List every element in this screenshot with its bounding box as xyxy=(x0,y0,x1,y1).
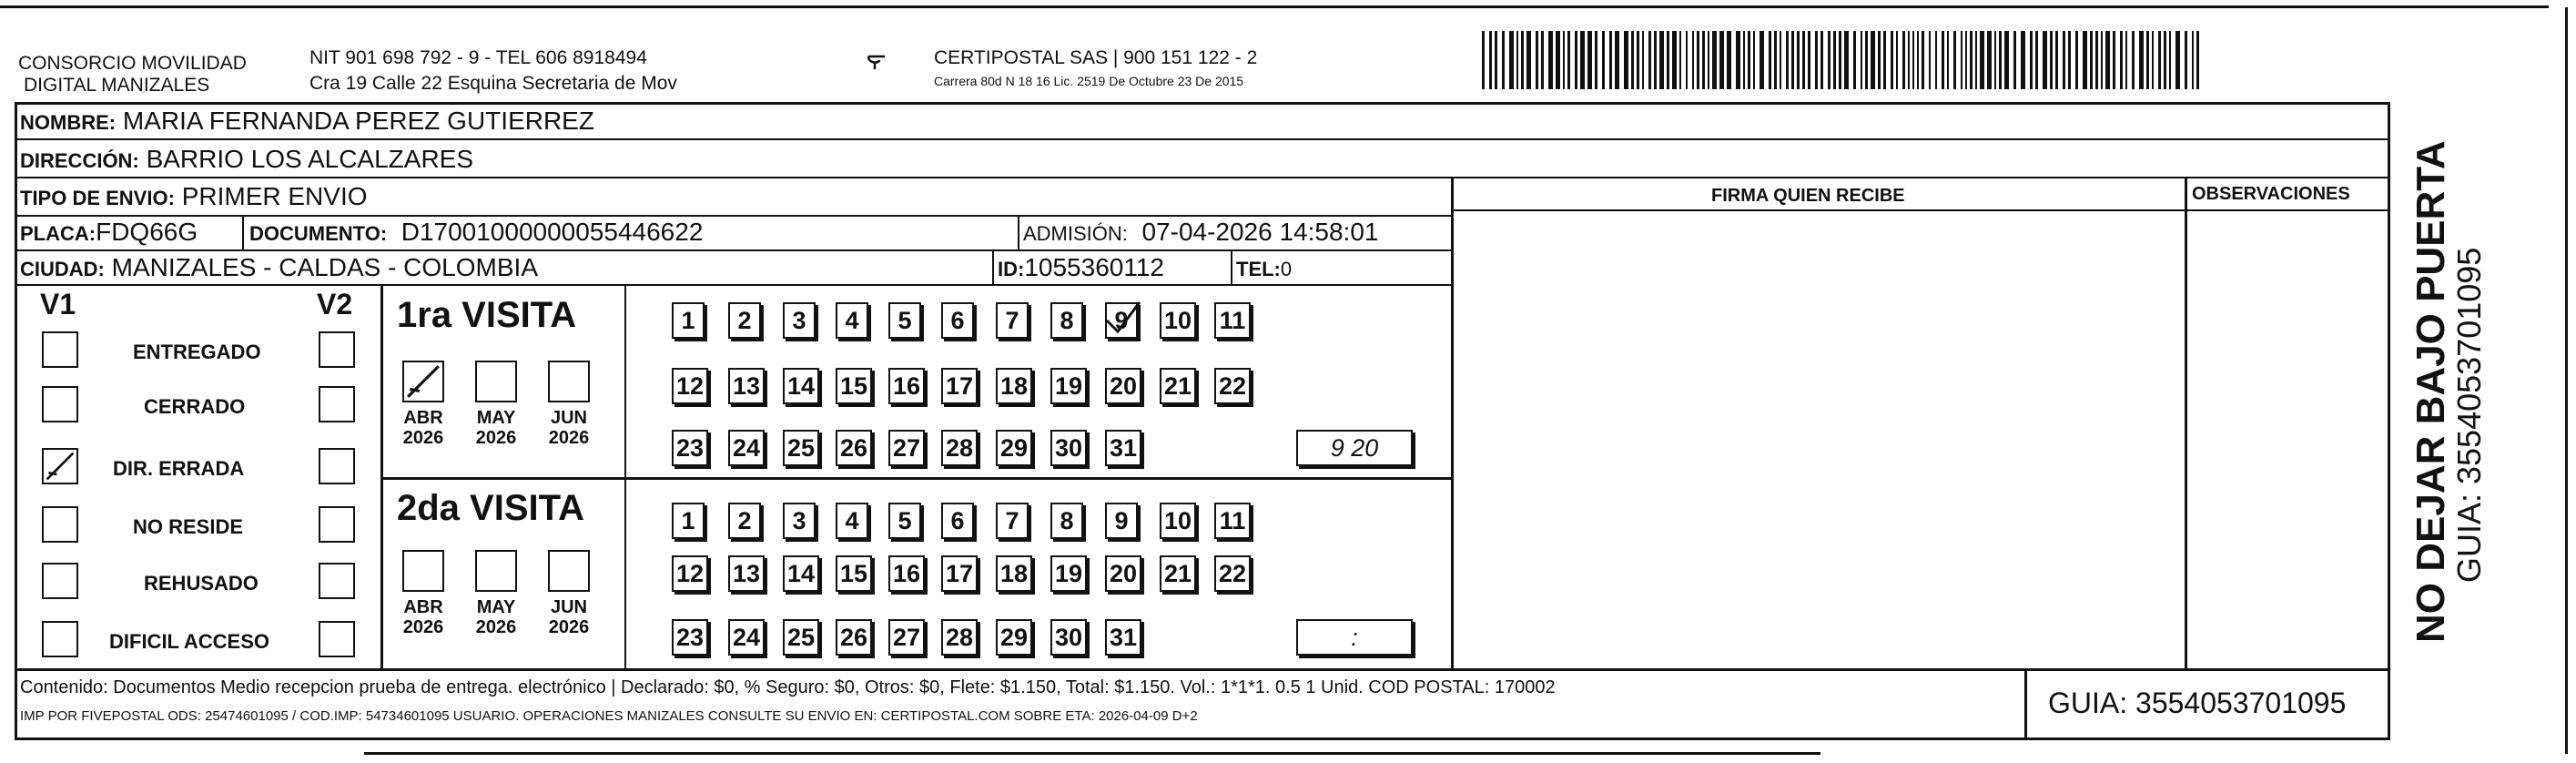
right-scan-edge xyxy=(2565,7,2568,754)
second-visit-title: 2da VISITA xyxy=(397,488,584,528)
day-box[interactable]: 27 xyxy=(888,619,925,656)
day-box[interactable]: 18 xyxy=(996,368,1032,404)
day-box[interactable]: 10 xyxy=(1160,302,1196,339)
day-box[interactable]: 20 xyxy=(1105,555,1141,592)
barcode-bar xyxy=(1942,31,1944,89)
ciudad-value: MANIZALES - CALDAS - COLOMBIA xyxy=(111,253,538,281)
form-left-border xyxy=(15,102,17,739)
barcode-bar xyxy=(1883,31,1886,89)
barcode-bar xyxy=(1516,31,1518,89)
day-box[interactable]: 30 xyxy=(1050,430,1087,466)
barcode-bar xyxy=(2175,31,2180,89)
barcode-bar xyxy=(1797,31,1800,89)
direccion-value: BARRIO LOS ALCALZARES xyxy=(146,145,474,173)
barcode-bar xyxy=(1953,31,1956,89)
day-box[interactable]: 2 xyxy=(728,302,761,339)
barcode-bar xyxy=(2013,31,2016,89)
day-box[interactable]: 15 xyxy=(836,368,872,404)
status-v2-checkbox[interactable] xyxy=(319,386,355,422)
day-box[interactable]: 14 xyxy=(783,368,819,404)
day-box[interactable]: 29 xyxy=(996,430,1032,466)
barcode-bar xyxy=(1489,31,1492,89)
barcode-bar xyxy=(1999,31,2002,89)
row-divider xyxy=(15,138,2390,140)
day-box[interactable]: 29 xyxy=(996,619,1032,656)
day-box[interactable]: 31 xyxy=(1105,430,1141,466)
observaciones-area[interactable] xyxy=(2187,211,2388,666)
status-v2-checkbox[interactable] xyxy=(319,563,355,599)
barcode-bar xyxy=(2075,31,2078,89)
status-v1-checkbox[interactable] xyxy=(42,386,78,422)
barcode-bar xyxy=(2158,31,2161,89)
day-box[interactable]: 31 xyxy=(1105,619,1141,656)
barcode-bar xyxy=(1642,31,1644,89)
month-checkbox[interactable] xyxy=(402,361,444,402)
barcode-bar xyxy=(1896,31,1898,89)
day-box[interactable]: 17 xyxy=(941,368,978,404)
nombre-value: MARIA FERNANDA PEREZ GUTIERREZ xyxy=(122,107,594,135)
barcode-bar xyxy=(2169,31,2171,89)
day-box[interactable]: 16 xyxy=(888,555,925,592)
signature-area[interactable] xyxy=(1454,211,2185,666)
barcode-bar xyxy=(2063,31,2065,89)
day-box[interactable]: 5 xyxy=(888,302,921,339)
day-box[interactable]: 2 xyxy=(728,503,761,539)
footer-imp: IMP POR FIVEPOSTAL ODS: 25474601095 / COD.IMP: 54734601095 USUARIO. OPERACIONES MANIZALES CONSULTE SU ENVIO EN: CERTIPOSTAL.COM SOBRE ETA: 2026-04-09 D+2 xyxy=(20,708,1198,724)
top-scan-edge xyxy=(0,5,2549,8)
barcode-bar xyxy=(1615,31,1619,89)
barcode-bar xyxy=(1509,31,1514,89)
ciudad-cell: CIUDAD: MANIZALES - CALDAS - COLOMBIA xyxy=(20,253,538,281)
barcode-bar xyxy=(2196,31,2199,89)
barcode-bar xyxy=(2132,31,2135,89)
barcode-bar xyxy=(1595,31,1597,89)
barcode-bar xyxy=(1891,31,1893,89)
barcode-bar xyxy=(1769,31,1771,89)
status-v1-checkbox[interactable] xyxy=(42,563,78,599)
day-box[interactable]: 23 xyxy=(672,619,708,656)
day-box[interactable]: 28 xyxy=(941,619,978,656)
barcode-bar xyxy=(2004,31,2009,89)
footer-guia: GUIA: 3554053701095 xyxy=(2048,687,2347,719)
barcode-bar xyxy=(1774,31,1777,89)
observaciones-header: OBSERVACIONES xyxy=(2192,184,2350,204)
barcode-bar xyxy=(1839,31,1841,89)
bottom-scan-edge xyxy=(364,752,1820,755)
barcode-bar xyxy=(2101,31,2103,89)
barcode-bar xyxy=(1502,31,1505,89)
barcode-bar xyxy=(1526,31,1531,89)
placa-cell: PLACA:FDQ66G xyxy=(20,218,198,246)
barcode-bar xyxy=(2030,31,2033,89)
day-box[interactable]: 17 xyxy=(941,555,978,592)
barcode-bar xyxy=(1667,31,1669,89)
barcode-bar xyxy=(1820,31,1823,89)
barcode-bar xyxy=(2068,31,2071,89)
day-box[interactable]: 5 xyxy=(888,503,921,539)
barcode-bar xyxy=(2120,31,2123,89)
barcode-bar xyxy=(1609,31,1612,89)
tipo-envio-row: TIPO DE ENVIO: PRIMER ENVIO xyxy=(20,182,368,210)
barcode-bar xyxy=(2164,31,2166,89)
footer-divider xyxy=(15,668,2390,671)
day-box[interactable]: 12 xyxy=(672,368,708,404)
day-box[interactable]: 18 xyxy=(996,555,1032,592)
barcode-bar xyxy=(1994,31,1996,89)
footer-guia-divider xyxy=(2024,668,2027,739)
day-box[interactable]: 7 xyxy=(996,503,1029,539)
day-box[interactable]: 6 xyxy=(941,503,974,539)
day-box[interactable]: 16 xyxy=(888,368,925,404)
cell-divider xyxy=(992,249,994,284)
tipo-envio-value: PRIMER ENVIO xyxy=(181,182,368,210)
row-divider xyxy=(15,215,1451,217)
barcode-bar xyxy=(1719,31,1724,89)
id-cell: ID:1055360112 xyxy=(998,253,1164,281)
first-visit-title: 1ra VISITA xyxy=(397,295,577,335)
barcode-bar xyxy=(1679,31,1681,89)
barcode-bar xyxy=(1760,31,1764,89)
barcode-bar xyxy=(1753,31,1755,89)
barcode-bar xyxy=(1708,31,1709,89)
company-name: CONSORCIO MOVILIDAD DIGITAL MANIZALES xyxy=(18,53,247,96)
day-box[interactable]: 15 xyxy=(836,555,872,592)
day-box[interactable]: 7 xyxy=(996,302,1029,339)
row-divider xyxy=(15,284,1451,286)
barcode-bar xyxy=(1922,31,1924,89)
time-box[interactable]: : xyxy=(1296,619,1413,656)
day-box[interactable]: 4 xyxy=(836,302,868,339)
day-box[interactable]: 25 xyxy=(783,619,819,656)
status-v2-checkbox[interactable] xyxy=(319,448,355,484)
nombre-row: NOMBRE: MARIA FERNANDA PEREZ GUTIERREZ xyxy=(20,107,594,135)
barcode-bar xyxy=(1833,31,1836,89)
barcode-bar xyxy=(1908,31,1910,89)
row-divider xyxy=(15,177,2390,178)
month-checkbox[interactable] xyxy=(548,361,590,402)
visit-divider xyxy=(380,477,1451,480)
status-label: REHUSADO xyxy=(144,572,259,595)
barcode-bar xyxy=(2139,31,2144,89)
barcode-bar xyxy=(1556,31,1560,89)
barcode-bar xyxy=(1692,31,1694,89)
company-nit: NIT 901 698 792 - 9 - TEL 606 8918494 Cra 19 Calle 22 Esquina Secretaria de Mov xyxy=(309,47,677,94)
barcode-bar xyxy=(1743,31,1745,89)
day-box[interactable]: 23 xyxy=(672,430,708,466)
barcode-bar xyxy=(2050,31,2053,89)
barcode-bar xyxy=(1947,31,1949,89)
footer-contenido: Contenido: Documentos Medio recepcion prueba de entrega. electrónico | Declarado: $0, % Seguro: $0, Otros: $0, Flete: $1.150, Total: $1.150. Vol.: 1*1*1. 0.5 1 Unid. COD POSTAL: 170002 xyxy=(20,677,1556,697)
barcode-bar xyxy=(1648,31,1651,89)
barcode-bar xyxy=(2021,31,2025,89)
barcode-bar xyxy=(2146,31,2149,89)
status-label: CERRADO xyxy=(144,395,246,418)
barcode-bar xyxy=(1495,31,1497,89)
direccion-row: DIRECCIÓN: BARRIO LOS ALCALZARES xyxy=(20,145,474,173)
barcode-bar xyxy=(1637,31,1639,89)
barcode-bar xyxy=(1970,31,1973,89)
month-checkbox[interactable] xyxy=(402,550,444,592)
barcode-bar xyxy=(1853,31,1856,89)
day-box[interactable]: 1 xyxy=(672,302,705,339)
cell-divider xyxy=(1018,215,1019,249)
barcode-bar xyxy=(1654,31,1657,89)
barcode-bar xyxy=(1865,31,1868,89)
barcode-bar xyxy=(1786,31,1789,89)
barcode-bar xyxy=(1802,31,1805,89)
barcode-bar xyxy=(2090,31,2093,89)
barcode-bar xyxy=(2105,31,2110,89)
tel-value: 0 xyxy=(1280,258,1293,280)
barcode-bar xyxy=(1871,31,1875,89)
status-v1-checkbox[interactable] xyxy=(42,621,78,657)
barcode-bar xyxy=(2192,31,2194,89)
barcode-bar xyxy=(1580,31,1585,89)
carrier-info: CERTIPOSTAL SAS | 900 151 122 - 2 Carrera 80d N 18 16 Lic. 2519 De Octubre 23 De 2015 xyxy=(934,47,1258,88)
barcode-bar xyxy=(1727,31,1731,89)
status-label: NO RESIDE xyxy=(133,515,244,538)
barcode-bar xyxy=(2043,31,2047,89)
barcode-bar xyxy=(1587,31,1592,89)
month-label: MAY 2026 xyxy=(475,408,517,448)
barcode-bar xyxy=(1548,31,1553,89)
time-box[interactable]: 9 20 xyxy=(1296,430,1413,466)
v2-label: V2 xyxy=(317,288,353,320)
barcode-bar xyxy=(1961,31,1962,89)
barcode-bar xyxy=(1912,31,1914,89)
barcode-bar xyxy=(1965,31,1967,89)
barcode-bar xyxy=(1541,31,1544,89)
month-label: JUN 2026 xyxy=(548,597,590,637)
id-value: 1055360112 xyxy=(1024,253,1164,281)
day-box[interactable]: 13 xyxy=(728,555,765,592)
barcode-bar xyxy=(2083,31,2087,89)
day-box[interactable]: 27 xyxy=(888,430,925,466)
barcode-bar xyxy=(1844,31,1849,89)
barcode-bar xyxy=(1702,31,1705,89)
admision-cell: ADMISIÓN: 07-04-2026 14:58:01 xyxy=(1023,218,1379,246)
status-v2-checkbox[interactable] xyxy=(319,621,355,657)
barcode-bar xyxy=(1482,31,1485,89)
tel-cell: TEL:0 xyxy=(1236,258,1293,280)
barcode-bar xyxy=(2185,31,2187,89)
form-right-border xyxy=(2388,102,2390,739)
barcode-bar xyxy=(1536,31,1538,89)
barcode-bar xyxy=(1631,31,1634,89)
admision-value: 07-04-2026 14:58:01 xyxy=(1141,218,1379,246)
day-box[interactable]: 13 xyxy=(728,368,765,404)
side-warning: NO DEJAR BAJO PUERTA xyxy=(2409,140,2453,643)
day-box[interactable]: 8 xyxy=(1050,503,1083,539)
barcode-bar xyxy=(1567,31,1570,89)
barcode-bar xyxy=(1672,31,1677,89)
barcode-bar xyxy=(1686,31,1688,89)
barcode-bar xyxy=(1602,31,1605,89)
status-v1-checkbox[interactable] xyxy=(42,448,78,484)
status-v2-checkbox[interactable] xyxy=(319,506,355,543)
day-box[interactable]: 6 xyxy=(941,302,974,339)
barcode-bar xyxy=(2113,31,2115,89)
barcode-bar xyxy=(1929,31,1931,89)
day-box[interactable]: 30 xyxy=(1050,619,1087,656)
status-label: ENTREGADO xyxy=(133,341,261,363)
barcode-bar xyxy=(1987,31,1992,89)
day-box[interactable]: 3 xyxy=(783,503,816,539)
month-label: ABR 2026 xyxy=(402,408,444,448)
day-box[interactable]: 19 xyxy=(1050,555,1087,592)
status-v2-checkbox[interactable] xyxy=(319,331,355,368)
barcode-bar xyxy=(2152,31,2154,89)
barcode-icon xyxy=(1482,31,2210,89)
barcode-bar xyxy=(1861,31,1862,89)
month-label: ABR 2026 xyxy=(402,597,444,637)
status-divider xyxy=(380,284,383,668)
day-box[interactable]: 22 xyxy=(1214,555,1251,592)
day-box[interactable]: 14 xyxy=(783,555,819,592)
day-box[interactable]: 25 xyxy=(783,430,819,466)
day-box[interactable]: 26 xyxy=(836,430,872,466)
month-label: JUN 2026 xyxy=(548,408,590,448)
barcode-bar xyxy=(1736,31,1740,89)
month-column-divider xyxy=(624,284,626,668)
barcode-bar xyxy=(2095,31,2098,89)
barcode-bar xyxy=(1828,31,1831,89)
barcode-bar xyxy=(1712,31,1717,89)
side-guia: GUIA: 3554053701095 xyxy=(2450,247,2488,583)
day-box[interactable]: 24 xyxy=(728,430,765,466)
barcode-bar xyxy=(1780,31,1781,89)
barcode-bar xyxy=(1975,31,1977,89)
documento-value: D17001000000055446622 xyxy=(401,218,704,246)
barcode-bar xyxy=(2035,31,2038,89)
form-top-border xyxy=(15,102,2390,105)
day-box[interactable]: 11 xyxy=(1214,302,1251,339)
day-box[interactable]: 11 xyxy=(1214,503,1251,539)
v1-label: V1 xyxy=(40,288,76,320)
day-box[interactable]: 28 xyxy=(941,430,978,466)
barcode-bar xyxy=(1748,31,1750,89)
barcode-bar xyxy=(1935,31,1937,89)
cell-divider xyxy=(1231,249,1232,284)
status-v1-checkbox[interactable] xyxy=(42,331,78,368)
barcode-bar xyxy=(1808,31,1810,89)
day-box[interactable]: 26 xyxy=(836,619,872,656)
day-box[interactable]: 21 xyxy=(1160,368,1196,404)
documento-cell: DOCUMENTO: D17001000000055446622 xyxy=(249,218,704,246)
cell-divider xyxy=(242,215,244,249)
certipostal-logo-icon xyxy=(867,53,887,71)
day-box[interactable]: 8 xyxy=(1050,302,1083,339)
day-box[interactable]: 9 xyxy=(1105,503,1138,539)
barcode-bar xyxy=(1575,31,1577,89)
day-box[interactable]: 4 xyxy=(836,503,868,539)
firma-header: FIRMA QUIEN RECIBE xyxy=(1711,186,1905,206)
barcode-bar xyxy=(2125,31,2127,89)
month-checkbox[interactable] xyxy=(548,550,590,592)
day-box[interactable]: 10 xyxy=(1160,503,1196,539)
barcode-bar xyxy=(1917,31,1919,89)
day-box[interactable]: 9 xyxy=(1105,302,1138,339)
day-box[interactable]: 20 xyxy=(1105,368,1141,404)
status-v1-checkbox[interactable] xyxy=(42,506,78,543)
barcode-bar xyxy=(1697,31,1699,89)
day-box[interactable]: 21 xyxy=(1160,555,1196,592)
day-box[interactable]: 19 xyxy=(1050,368,1087,404)
status-label: DIFICIL ACCESO xyxy=(109,630,270,653)
month-label: MAY 2026 xyxy=(475,597,517,637)
form-bottom-border xyxy=(15,738,2390,740)
barcode-bar xyxy=(1624,31,1628,89)
barcode-bar xyxy=(1815,31,1818,89)
barcode-bar xyxy=(1902,31,1905,89)
day-box[interactable]: 3 xyxy=(783,302,816,339)
barcode-bar xyxy=(1980,31,1984,89)
month-checkbox[interactable] xyxy=(475,361,517,402)
barcode-bar xyxy=(1563,31,1565,89)
placa-value: FDQ66G xyxy=(96,218,198,246)
day-box[interactable]: 24 xyxy=(728,619,765,656)
barcode-bar xyxy=(1521,31,1524,89)
day-box[interactable]: 12 xyxy=(672,555,708,592)
month-checkbox[interactable] xyxy=(475,550,517,592)
barcode-bar xyxy=(2055,31,2058,89)
row-divider xyxy=(15,249,1451,251)
day-box[interactable]: 22 xyxy=(1214,368,1251,404)
barcode-bar xyxy=(1659,31,1664,89)
status-label: DIR. ERRADA xyxy=(113,457,245,480)
barcode-bar xyxy=(1878,31,1881,89)
day-box[interactable]: 1 xyxy=(672,503,705,539)
barcode-bar xyxy=(1791,31,1794,89)
